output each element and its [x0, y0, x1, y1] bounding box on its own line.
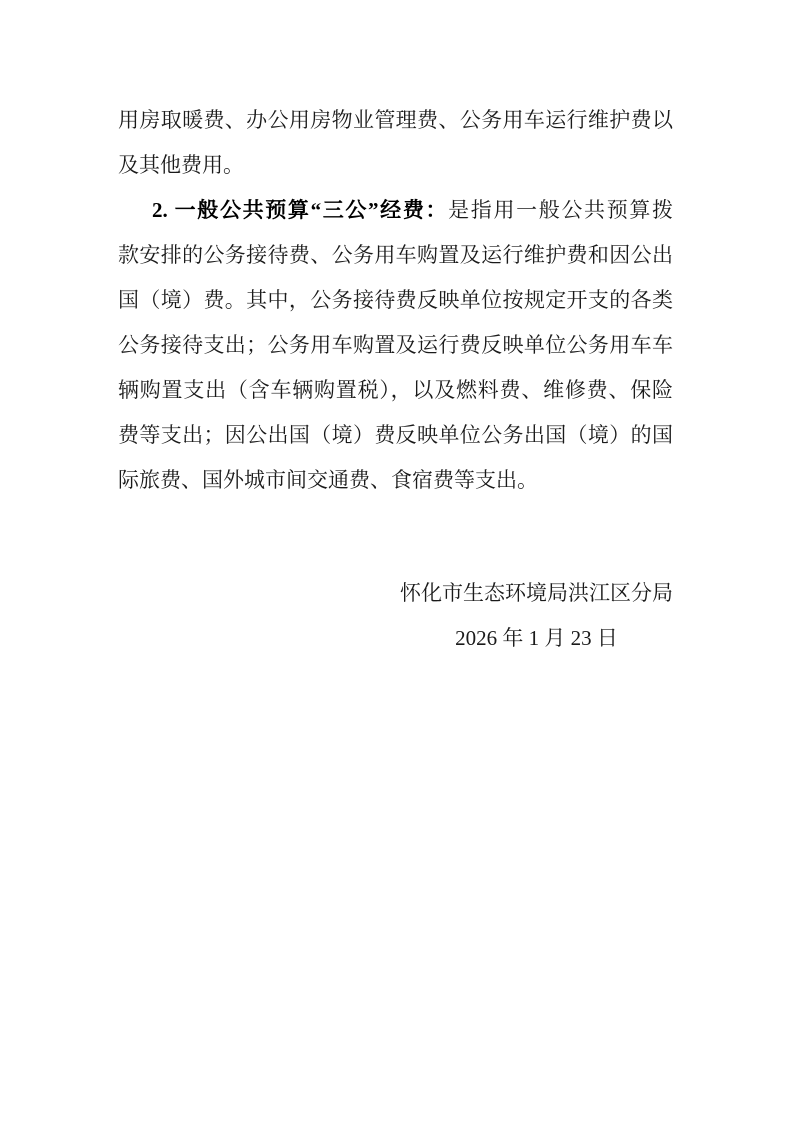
term-heading: 2. 一般公共预算“三公”经费： [152, 198, 449, 222]
body-text-block [118, 98, 673, 503]
body-line: 辆购置支出（含车辆购置税），以及燃料费、维修费、保险 [118, 378, 673, 402]
body-line: 款安排的公务接待费、公务用车购置及运行维护费和因公出 [118, 243, 673, 267]
signature-block [400, 571, 673, 661]
term-definition-start: 是指用一般公共预算拨 [448, 198, 673, 222]
body-line: 费等支出；因公出国（境）费反映单位公务出国（境）的国 [118, 423, 673, 447]
body-line: 用房取暖费、办公用房物业管理费、公务用车运行维护费以 [118, 108, 673, 132]
body-line: 及其他费用。 [118, 153, 244, 177]
signature-org: 怀化市生态环境局洪江区分局 [400, 581, 673, 605]
body-line: 际旅费、国外城市间交通费、食宿费等支出。 [118, 468, 538, 492]
signature-date: 2026 年 1 月 23 日 [455, 626, 618, 650]
body-line [118, 188, 673, 233]
body-line: 公务接待支出；公务用车购置及运行费反映单位公务用车车 [118, 333, 673, 357]
body-line: 国（境）费。其中，公务接待费反映单位按规定开支的各类 [118, 288, 673, 312]
